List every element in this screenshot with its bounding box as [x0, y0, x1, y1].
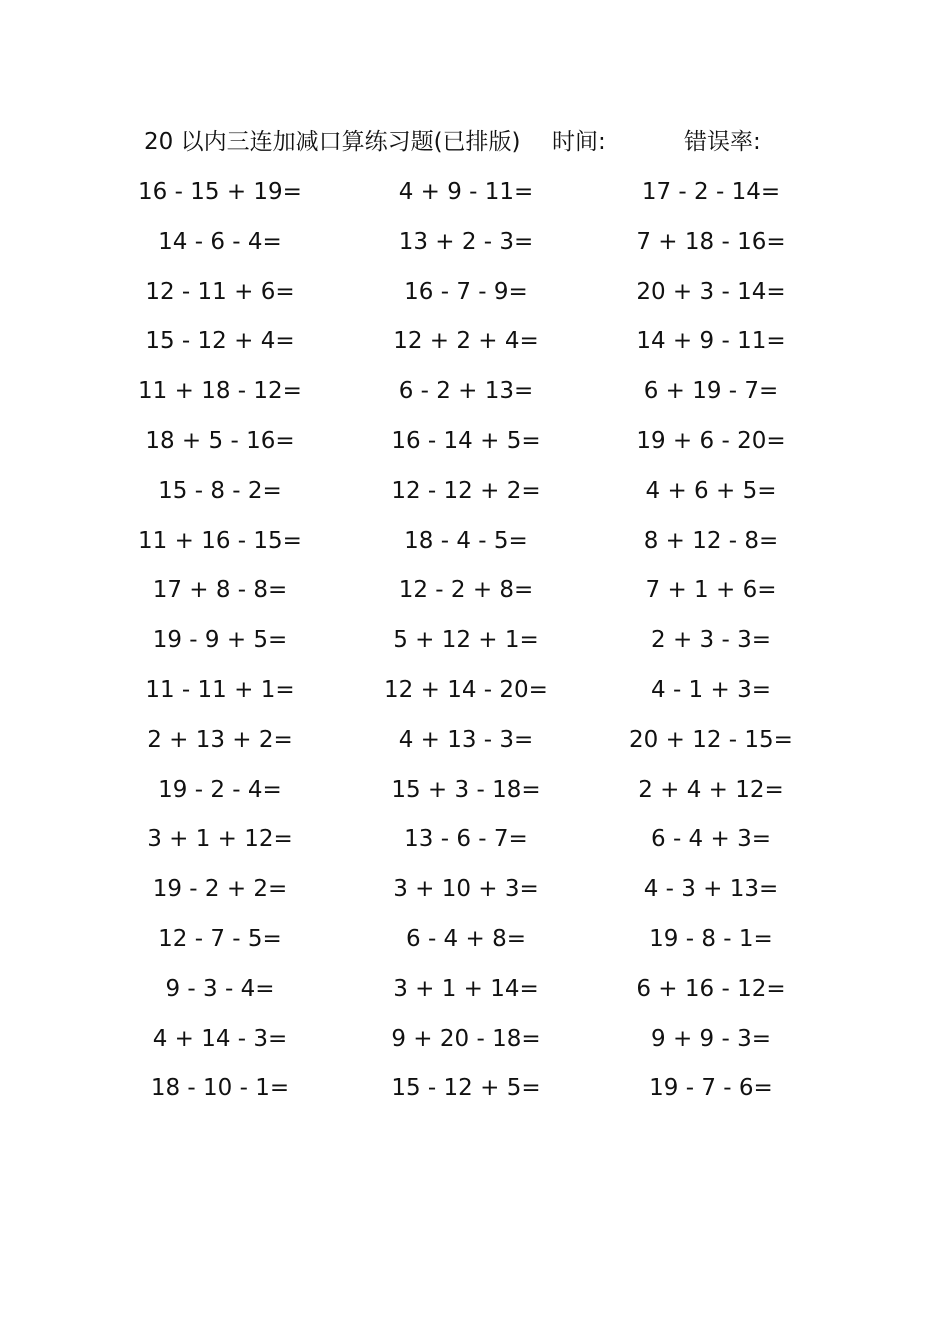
arithmetic-problem: 6 - 4 + 8= — [406, 926, 526, 952]
problem-row — [120, 668, 820, 712]
arithmetic-problem: 16 - 14 + 5= — [391, 428, 541, 454]
arithmetic-problem: 15 - 8 - 2= — [158, 477, 282, 504]
arithmetic-problem: 2 + 3 - 3= — [651, 627, 771, 654]
problem-row — [120, 519, 820, 563]
problem-row — [120, 270, 820, 314]
problem-row — [120, 1017, 820, 1061]
arithmetic-problem: 20 + 3 - 14= — [636, 278, 786, 305]
arithmetic-problem: 6 - 4 + 3= — [651, 826, 771, 853]
problem-row — [120, 967, 820, 1011]
arithmetic-problem: 12 + 14 - 20= — [384, 677, 548, 703]
arithmetic-problem: 2 + 4 + 12= — [638, 776, 784, 803]
arithmetic-problem: 4 - 3 + 13= — [643, 876, 779, 903]
arithmetic-problem: 16 - 7 - 9= — [404, 278, 528, 305]
problem-row — [120, 319, 820, 363]
arithmetic-problem: 9 + 9 - 3= — [651, 1025, 771, 1052]
arithmetic-problem: 18 + 5 - 16= — [145, 428, 295, 454]
arithmetic-problem: 7 + 18 - 16= — [636, 228, 786, 255]
problem-row — [120, 220, 820, 264]
arithmetic-problem: 4 - 1 + 3= — [651, 677, 771, 703]
arithmetic-problem: 12 - 2 + 8= — [398, 577, 534, 604]
arithmetic-problem: 3 + 1 + 12= — [147, 826, 293, 853]
arithmetic-problem: 19 - 2 + 2= — [152, 876, 288, 903]
problem-row — [120, 1066, 820, 1110]
arithmetic-problem: 2 + 13 + 2= — [147, 726, 293, 753]
time-label: 时间: — [552, 129, 606, 155]
arithmetic-problem: 16 - 15 + 19= — [138, 179, 302, 205]
arithmetic-problem: 6 + 19 - 7= — [643, 378, 779, 405]
arithmetic-problem: 14 + 9 - 11= — [636, 328, 786, 355]
arithmetic-problem: 18 - 10 - 1= — [150, 1075, 290, 1102]
error-rate-label: 错误率: — [684, 129, 761, 155]
arithmetic-problem: 12 + 2 + 4= — [393, 328, 539, 355]
arithmetic-problem: 19 - 2 - 4= — [158, 776, 282, 803]
problem-row — [120, 768, 820, 812]
arithmetic-problem: 8 + 12 - 8= — [643, 527, 779, 554]
arithmetic-problem: 15 - 12 + 5= — [391, 1075, 541, 1102]
arithmetic-problem: 18 - 4 - 5= — [404, 527, 528, 554]
arithmetic-problem: 6 + 16 - 12= — [636, 975, 786, 1002]
problem-row — [120, 618, 820, 662]
arithmetic-problem: 4 + 9 - 11= — [398, 179, 534, 205]
arithmetic-problem: 15 + 3 - 18= — [391, 776, 541, 803]
problem-row — [120, 917, 820, 961]
arithmetic-problem: 15 - 12 + 4= — [145, 328, 295, 355]
arithmetic-problem: 4 + 14 - 3= — [152, 1025, 288, 1052]
arithmetic-problem: 11 + 18 - 12= — [138, 378, 302, 405]
arithmetic-problem: 12 - 7 - 5= — [158, 926, 282, 952]
arithmetic-problem: 12 - 12 + 2= — [391, 477, 541, 504]
arithmetic-problem: 13 + 2 - 3= — [398, 228, 534, 255]
page-title: 20 以内三连加减口算练习题(已排版) — [144, 129, 521, 155]
arithmetic-problem: 19 - 7 - 6= — [649, 1075, 773, 1102]
problem-row — [120, 369, 820, 413]
problem-row — [120, 867, 820, 911]
arithmetic-problem: 9 - 3 - 4= — [165, 975, 275, 1002]
arithmetic-problem: 11 - 11 + 1= — [145, 677, 295, 703]
arithmetic-problem: 6 - 2 + 13= — [398, 378, 534, 405]
arithmetic-problem: 13 - 6 - 7= — [404, 826, 528, 853]
arithmetic-problem: 3 + 1 + 14= — [393, 975, 539, 1002]
arithmetic-problem: 9 + 20 - 18= — [391, 1025, 541, 1052]
arithmetic-problem: 4 + 6 + 5= — [645, 477, 777, 504]
problem-row — [120, 718, 820, 762]
arithmetic-problem: 3 + 10 + 3= — [393, 876, 539, 903]
worksheet-header — [144, 124, 824, 160]
arithmetic-problem: 17 + 8 - 8= — [152, 577, 288, 604]
arithmetic-problem: 12 - 11 + 6= — [145, 278, 295, 305]
arithmetic-problem: 17 - 2 - 14= — [641, 179, 781, 205]
arithmetic-problem: 5 + 12 + 1= — [393, 627, 539, 654]
problem-row — [120, 568, 820, 612]
problem-row — [120, 817, 820, 861]
arithmetic-problem: 19 + 6 - 20= — [636, 428, 786, 454]
problem-row — [120, 469, 820, 513]
problem-row — [120, 419, 820, 463]
arithmetic-problem: 4 + 13 - 3= — [398, 726, 534, 753]
arithmetic-problem: 7 + 1 + 6= — [645, 577, 777, 604]
arithmetic-problem: 19 - 8 - 1= — [649, 926, 773, 952]
arithmetic-problem: 11 + 16 - 15= — [138, 527, 302, 554]
problem-row — [120, 170, 820, 214]
arithmetic-problem: 20 + 12 - 15= — [629, 726, 793, 753]
arithmetic-problem: 14 - 6 - 4= — [158, 228, 282, 255]
arithmetic-problem: 19 - 9 + 5= — [152, 627, 288, 654]
